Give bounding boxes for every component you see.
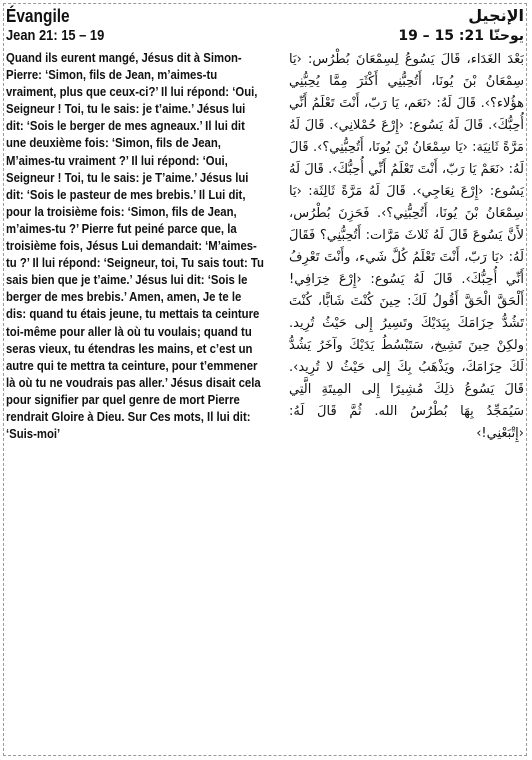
arabic-title: الإنجيل (468, 6, 524, 25)
french-gospel-text: Quand ils eurent mangé, Jésus dit à Simon-Pierre: ‘Simon, fils de Jean, m’aimes-tu vraiment, plus que ceux-ci?’ Il lui répond: ‘Oui, Seigneur ! Toi, tu le sais: je t’aime.’ Jésus lui dit: ‘Sois le berger de mes agneaux.’ Il lui dit une deuxième fois: ‘Simon, fils de Jean, M’aimes-tu vraiment ?’ Il lui répond: ‘Oui, Seigneur ! Toi, tu le sais: je T’aime.’ Jésus lui dit: ‘Sois le pasteur de mes brebis.’ Il Lui dit, pour la troisième fois: ‘Simon, fils de Jean, m’aimes-tu ?’ Pierre fut peiné parce que, la troisième fois, Jésus Lui demandait: ‘M’aimes-tu ?’ Il lui répond: ‘Seigneur, toi, Tu sais tout: Tu sais bien que je t’aime.’ Jésus lui dit: ‘Sois le berger de mes brebis.’ Amen, amen, Je te le dis: quand tu étais jeune, tu mettais ta ceinture toi-même pour aller là où tu voulais; quand tu seras vieux, tu étendras les mains, et c’est un autre qui te mettra ta ceinture, pour t’emmener là où tu ne voudrais pas aller.’ Jésus disait cela pour signifier par quel genre de mort Pierre rendrait Gloire à Dieu. Sur Ces mots, Il lui dit: ‘Suis-moi’ (6, 50, 264, 442)
french-reference: Jean 21: 15 – 19 (6, 27, 105, 44)
french-title: Évangile (6, 6, 70, 26)
arabic-column (289, 6, 524, 445)
arabic-reference: يوحنّا 21: 15 – 19 (398, 28, 524, 44)
french-column (6, 6, 264, 442)
arabic-gospel-text: بَعْدَ الغَدَاء، قَالَ يَسُوعُ لِسِمْعَانَ بُطْرُس: ‹يَا سِمْعَانُ بْنَ يُونَا، أَتُحِبُّنِي أَكْثَرَ مِمَّا يُحِبُّنِي هؤُلاء؟›. قَالَ لَهُ: ‹نَعَم، يَا رَبّ، أَنْتَ تَعْلَمُ أَنِّي أُحِبُّكَ›. قَالَ لَهُ يَسُوع: ‹إِرْعَ حُمْلانِي›. قَالَ لَهُ مَرَّةً ثَانِيَة: ‹يَا سِمْعَانُ بْنَ يُونَا، أَتُحِبُّنِي؟›. قَالَ لَهُ: ‹نَعَمْ يَا رَبّ، أَنْتَ تَعْلَمُ أَنِّي أُحِبُّكَ›. قَالَ لَهُ يَسُوع: ‹إِرْعَ نِعَاجِي›. قَالَ لَهُ مَرَّةً ثَالِثَة: ‹يَا سِمْعَانُ بْنَ يُونَا، أَتُحِبُّنِي؟›. فَحَزِنَ بُطْرُس، لأَنَّ يَسُوعَ قَالَ لَهُ ثَلاثَ مَرَّات: أَتُحِبُّنِي؟ فَقَالَ لَهُ: ‹يَا رَبّ، أَنْتَ تَعْلَمُ كُلَّ شَيء، وأَنْتَ تَعْرِفُ أَنِّي أُحِبُّكَ›. قَالَ لَهُ يَسُوع: ‹إِرْعَ خِرَافِي! أَلْحَقَّ الْحَقَّ أَقُولُ لَكَ: حِينَ كُنْتَ شَابًّا، كُنْتَ تَشُدُّ حِزَامَكَ بِيَدَيْكَ وتَسِيرُ إِلى حَيْثُ تُرِيد. ولكِنْ حِينَ تَشِيخ، سَتَبْسُطُ يَدَيْكَ وآخَرُ يَشُدُّ لَكَ حِزَامَكَ، ويَذْهَبُ بِكَ إِلى حَيْثُ لا تُرِيد›. قَالَ يَسُوعُ ذلِكَ مُشِيرًا إِلى المِيتَةِ الَّتِي سَيُمَجِّدُ بِهَا بُطْرُسُ الله. ثُمَّ قَالَ لَهُ: ‹إِتْبَعْنِي!› (289, 52, 524, 441)
